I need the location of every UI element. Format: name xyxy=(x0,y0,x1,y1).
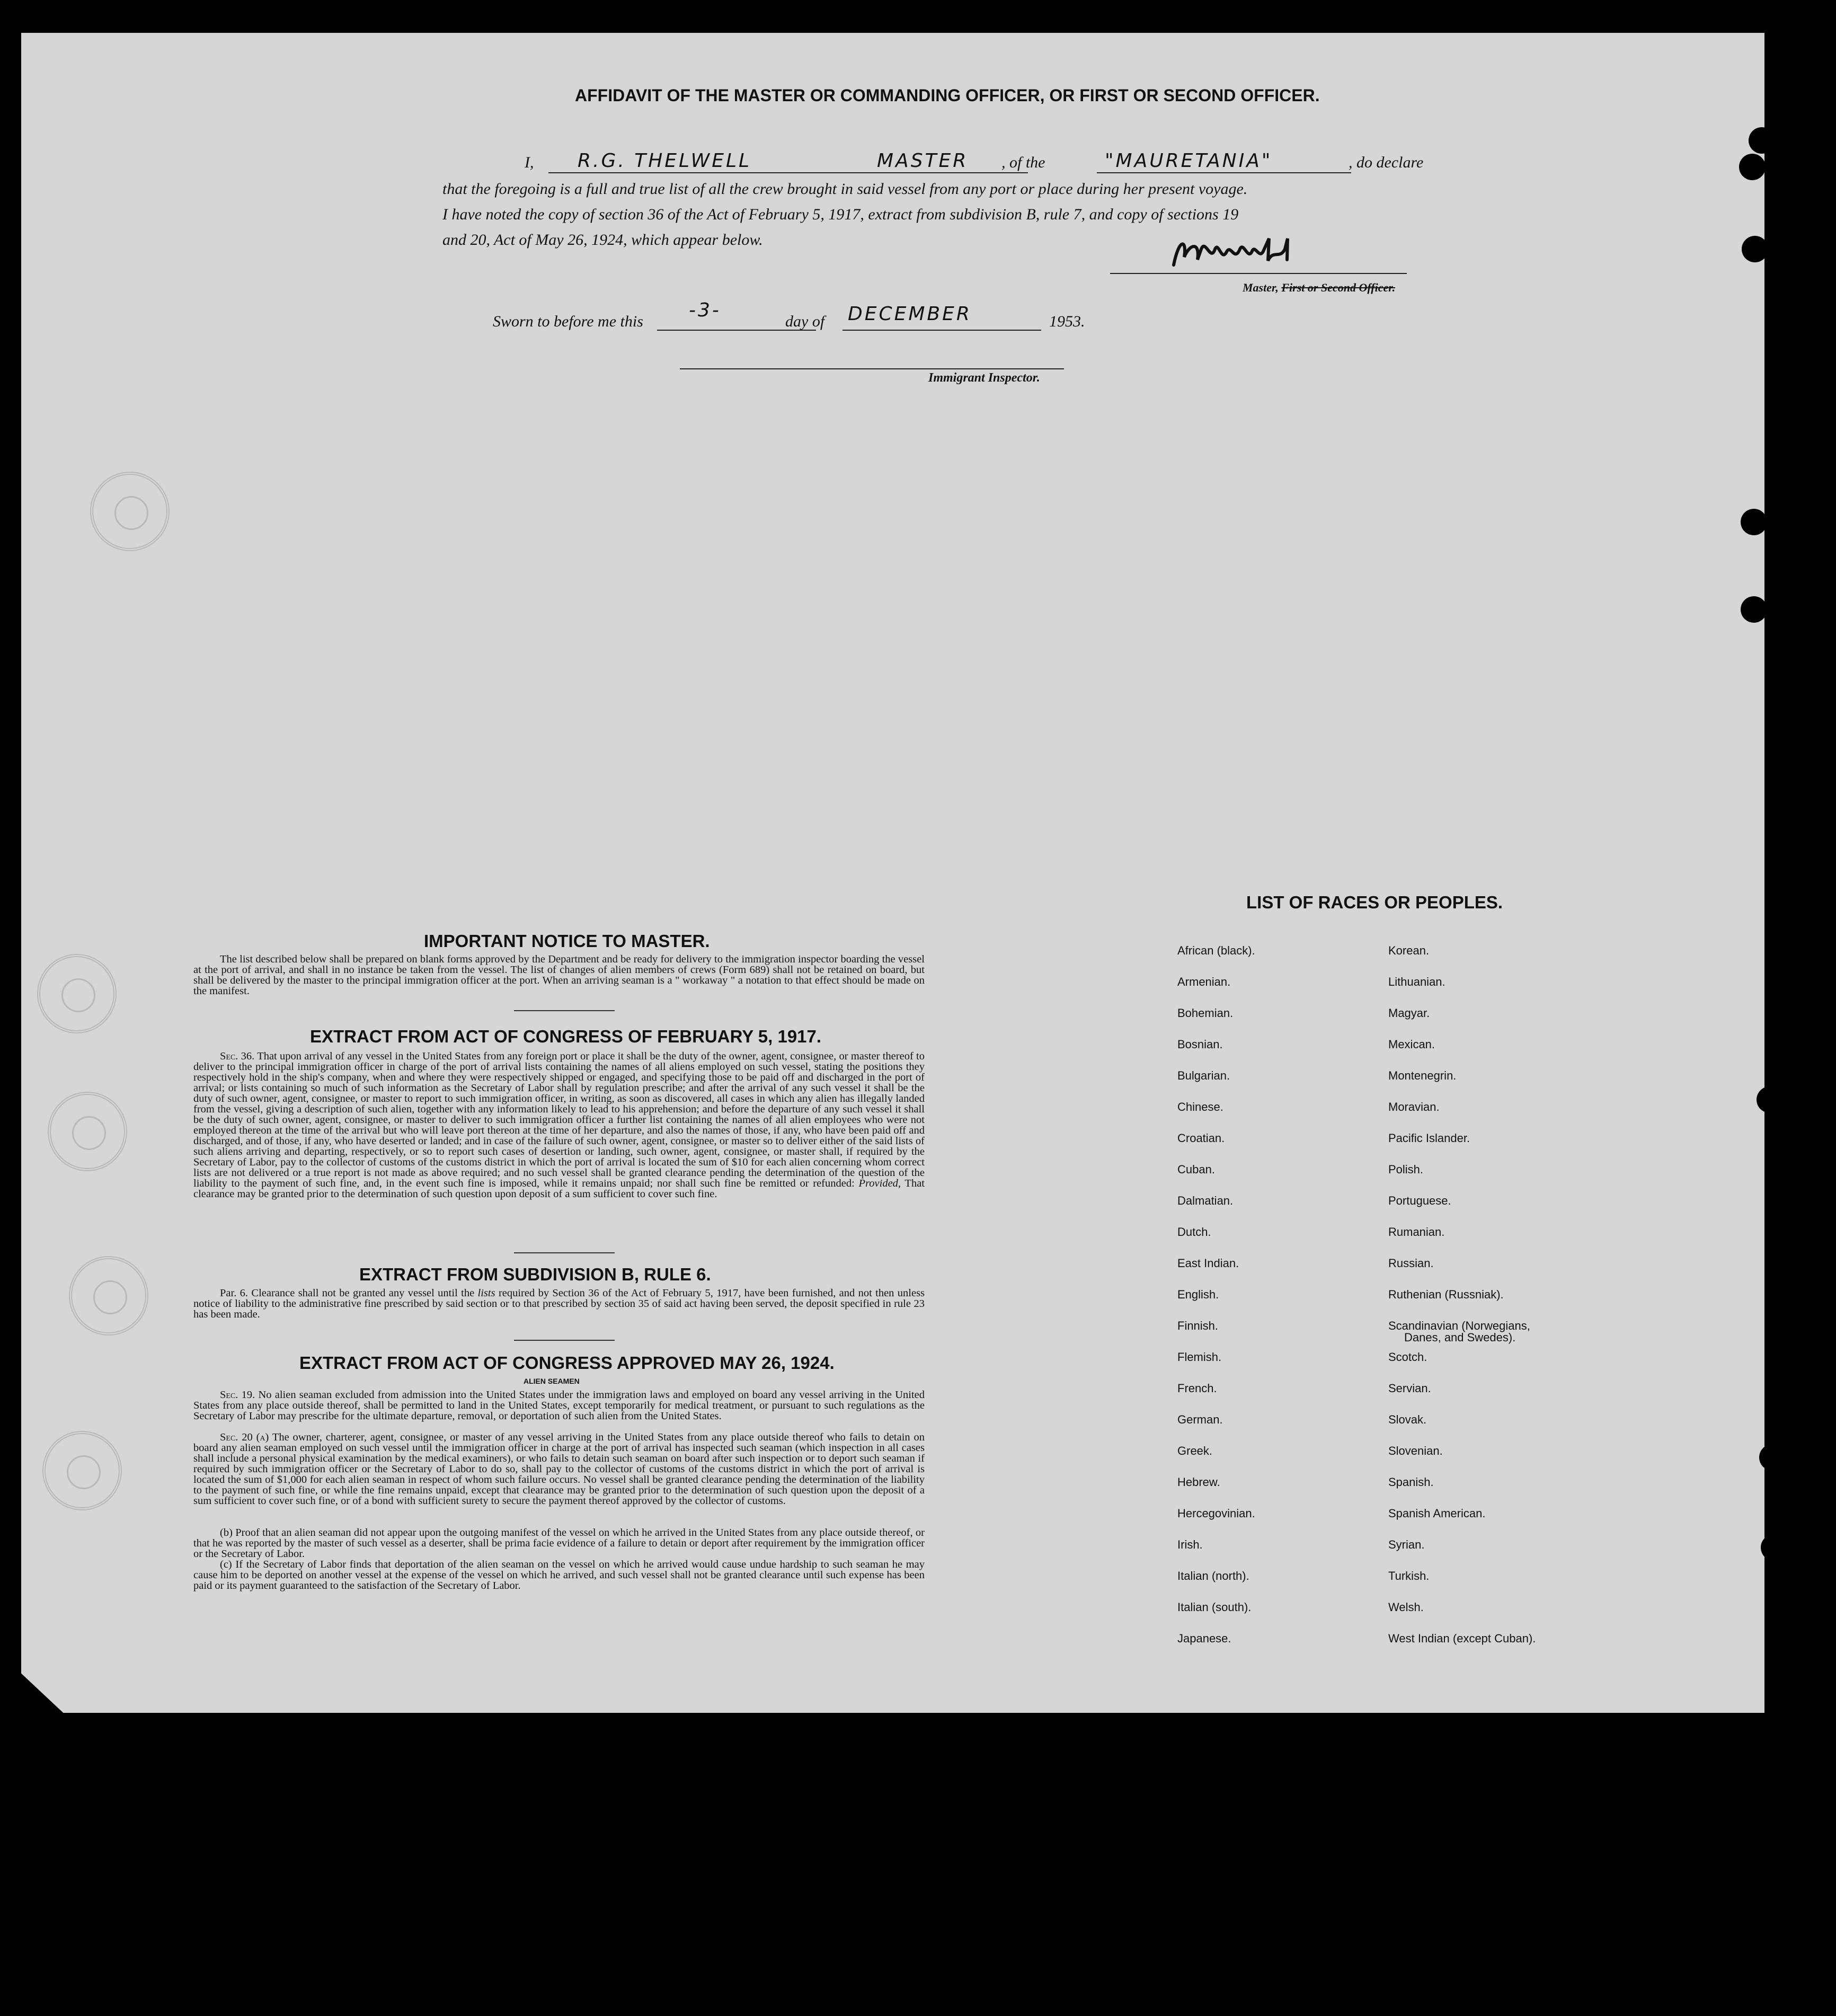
par-text-b: required by Section 36 of the Act of February 5, 1917, have been furnished, and not then unless notice of liability to the administrative fine prescribed by said section or to that prescribed by section 35 of said act having been served, the deposit specified in rule 23 has been made. xyxy=(193,1287,925,1320)
race-item-right: Korean. xyxy=(1388,944,1430,957)
race-item-left: Chinese. xyxy=(1177,1100,1223,1113)
race-item-right: Moravian. xyxy=(1388,1100,1440,1113)
race-item-right: Russian. xyxy=(1388,1257,1434,1270)
race-item-right: Syrian. xyxy=(1388,1538,1425,1551)
race-item-left: English. xyxy=(1177,1288,1219,1301)
sec20a-body xyxy=(193,1432,925,1506)
extract-1917-body xyxy=(193,1051,925,1199)
sec20c-body xyxy=(193,1559,925,1591)
race-item-right: Slovenian. xyxy=(1388,1444,1443,1457)
embossed-seal xyxy=(37,954,117,1033)
master-caption-text: Master, xyxy=(1243,281,1279,294)
sworn-label: Sworn to before me this xyxy=(493,313,643,330)
race-item-right: Montenegrin. xyxy=(1388,1069,1457,1082)
affidavit-i: I, xyxy=(525,154,534,171)
punch-hole xyxy=(1749,127,1775,154)
lists-word: lists xyxy=(477,1287,495,1299)
race-item-right: Pacific Islander. xyxy=(1388,1131,1470,1145)
signature-line xyxy=(1110,273,1407,274)
race-item-left: Dutch. xyxy=(1177,1225,1211,1239)
section-label: Sec. 36. xyxy=(220,1050,255,1062)
section-divider xyxy=(514,1252,615,1253)
name-underline xyxy=(548,172,1028,173)
race-item-left: Flemish. xyxy=(1177,1350,1222,1364)
sec20b-body xyxy=(193,1527,925,1559)
sworn-month: DECEMBER xyxy=(848,303,972,325)
punch-hole xyxy=(1742,236,1768,262)
race-item-right: Lithuanian. xyxy=(1388,975,1445,988)
punch-hole xyxy=(1739,154,1766,180)
race-item-left: German. xyxy=(1177,1413,1223,1426)
affidavit-line: that the foregoing is a full and true list of all the crew brought in said vessel from any port or place during her present voyage. xyxy=(442,180,1248,198)
vessel-name: "MAURETANIA" xyxy=(1105,150,1273,172)
signer-caption xyxy=(1243,281,1395,295)
struck-officer-text: First or Second Officer. xyxy=(1281,281,1396,294)
race-item-right: Welsh. xyxy=(1388,1601,1424,1614)
vessel-underline xyxy=(1097,172,1351,173)
punch-hole xyxy=(1759,1444,1786,1471)
inspector-signature-line xyxy=(680,368,1064,369)
affidavit-line: I have noted the copy of section 36 of the Act of February 5, 1917, extract from subdivision B, rule 7, and copy of sections 19 xyxy=(442,206,1239,223)
sec20c-label: (c) xyxy=(220,1559,232,1570)
race-item-left: Hebrew. xyxy=(1177,1475,1220,1489)
master-signature xyxy=(1168,233,1296,276)
race-item-left: Italian (north). xyxy=(1177,1569,1249,1582)
notice-title: IMPORTANT NOTICE TO MASTER. xyxy=(424,931,710,951)
sworn-month-underline xyxy=(842,330,1041,331)
section-divider xyxy=(514,1010,615,1011)
race-item-right: Scandinavian (Norwegians, xyxy=(1388,1319,1530,1332)
race-item-right: Scotch. xyxy=(1388,1350,1427,1364)
punch-hole xyxy=(1741,596,1767,623)
race-item-right: Portuguese. xyxy=(1388,1194,1451,1207)
race-item-left: Bohemian. xyxy=(1177,1006,1234,1020)
race-item-left: Irish. xyxy=(1177,1538,1203,1551)
race-item-left: Croatian. xyxy=(1177,1131,1225,1145)
race-item-left: Bulgarian. xyxy=(1177,1069,1230,1082)
race-item-left: Japanese. xyxy=(1177,1632,1231,1645)
race-item-right: Spanish. xyxy=(1388,1475,1434,1489)
race-item-right: Spanish American. xyxy=(1388,1507,1486,1520)
alien-seamen-subtitle: ALIEN SEAMEN xyxy=(524,1377,580,1385)
par-text-a: Clearance shall not be granted any vessel until the xyxy=(251,1287,475,1299)
race-item-left: Finnish. xyxy=(1177,1319,1219,1332)
race-item-left: Dalmatian. xyxy=(1177,1194,1234,1207)
master-rank: MASTER xyxy=(877,150,969,172)
extract-1924-title: EXTRACT FROM ACT OF CONGRESS APPROVED MAY 26, 1924. xyxy=(299,1353,835,1373)
race-item-right: Polish. xyxy=(1388,1163,1424,1176)
proviso-word: Provided, xyxy=(858,1178,901,1189)
embossed-seal xyxy=(90,472,170,551)
race-item-right: West Indian (except Cuban). xyxy=(1388,1632,1536,1645)
proviso-text: That clearance may be granted prior to the determination of such question upon deposit of a sum sufficient to cover such fine. xyxy=(193,1178,925,1200)
race-item-left: French. xyxy=(1177,1382,1217,1395)
sec19-body xyxy=(193,1390,925,1421)
race-item-right: Mexican. xyxy=(1388,1038,1435,1051)
races-title: LIST OF RACES OR PEOPLES. xyxy=(1246,892,1503,912)
sec20a-label: Sec. 20 (a) xyxy=(220,1431,269,1443)
of-the-label: , of the xyxy=(1001,154,1045,171)
notice-body: The list described below shall be prepared on blank forms approved by the Department and be ready for delivery to the immigration inspector boarding the vessel at the port of arrival, and shall in no instance be taken from the vessel. The list of changes of alien members of crews (Form 689) shall not be retained on board, but shall be delivered by the master to the principal immigration officer at the port. When an arriving seaman is a " workaway " a notation to that effect should be made on the manifest. xyxy=(193,953,925,997)
affidavit-title: AFFIDAVIT OF THE MASTER OR COMMANDING OFFICER, OR FIRST OR SECOND OFFICER. xyxy=(575,86,1320,105)
race-item-right: Slovak. xyxy=(1388,1413,1427,1426)
embossed-seal xyxy=(48,1092,127,1171)
race-item-left: Cuban. xyxy=(1177,1163,1215,1176)
section-divider xyxy=(514,1340,615,1341)
race-item-left: Greek. xyxy=(1177,1444,1213,1457)
punch-hole xyxy=(1761,1534,1787,1561)
sec20a-text: The owner, charterer, agent, consignee, or master of any vessel arriving in the United States from any place outside thereof who fails to detain on board any alien seaman employed on such vessel until the immigration officer in charge at the port of arrival has inspected such seaman (which inspection in all cases shall include a personal physical examination by the medical examiners), or who fails to detain such seaman on board after such inspection or to deport such seaman if required by such immigration officer or the Secretary of Labor to do so, shall pay to the collector of customs of the customs district in which the port of arrival is located the sum of $1,000 for each alien seaman in respect of whom such failure occurs. No vessel shall be granted clearance pending the determination of the liability to the payment of such fine, or while the fine remains unpaid, except that clearance may be granted prior to the determination of such question upon the deposit of a sum sufficient to cover such fine, or of a bond with sufficient surety to secure the payment thereof approved by the collector of customs. xyxy=(193,1431,925,1507)
race-item-left: East Indian. xyxy=(1177,1257,1239,1270)
embossed-seal xyxy=(42,1431,122,1510)
extract-1917-title: EXTRACT FROM ACT OF CONGRESS OF FEBRUARY 5, 1917. xyxy=(310,1027,822,1046)
sec19-text: No alien seaman excluded from admission into the United States under the immigration laws and employed on board any vessel arriving in the United States from any place outside thereof, shall be permitted to land in the United States, except temporarily for medical treatment, or pursuant to such regulations as the Secretary of Labor may prescribe for the ultimate departure, removal, or deportation of such alien from the United States. xyxy=(193,1389,925,1422)
race-item-right: Turkish. xyxy=(1388,1569,1430,1582)
sec20c-text: If the Secretary of Labor finds that deportation of the alien seaman on the vessel on which he arrived would cause undue hardship to such seaman he may cause him to be deported on another vessel at the expense of the vessel on which he arrived, and such vessel shall not be granted clearance until such expense has been paid or its payment guaranteed to the satisfaction of the Secretary of Labor. xyxy=(193,1559,925,1591)
punch-hole xyxy=(1767,193,1794,220)
sec20b-text: Proof that an alien seaman did not appear upon the outgoing manifest of the vessel on which he arrived in the United States from any place outside thereof, or that he was reported by the master of such vessel as a deserter, shall be prima facie evidence of a failure to detain or deport after requirement by the immigration officer or the Secretary of Labor. xyxy=(193,1527,925,1560)
master-name: R.G. THELWELL xyxy=(578,150,752,172)
race-item-left: Italian (south). xyxy=(1177,1601,1252,1614)
section-text: That upon arrival of any vessel in the United States from any foreign port or place it shall be the duty of the owner, agent, consignee, or master thereof to deliver to the principal immigration officer in charge of the port of arrival lists containing the names of all aliens employed on such vessel, stating the positions they respectively hold in the ship's company, when and where they were respectively shipped or engaged, and specifying those to be paid off and discharged in the port of arrival; or lists containing so much of such information as the Secretary of Labor shall by regulation prescribe; and after the arrival of any such vessel it shall be the duty of such owner, agent, consignee, or master to report to such immigration officer, in writing, as soon as discovered, all cases in which any alien has illegally landed from the vessel, giving a description of such alien, together with any information likely to lead to his apprehension; and before the departure of any such vessel it shall be the duty of such owner, agent, consignee, or master to deliver to such immigration officer a further list containing the names of all alien employees who were not employed thereon at the time of the arrival but who will leave port thereon at the time of her departure, and also the names of those, if any, who have been paid off and discharged, and of those, if any, who have deserted or landed; and in case of the failure of such owner, agent, consignee, or master so to deliver either of the said lists of such aliens arriving and departing, respectively, or so to report such cases of desertion or landing, such owner, agent, consignee, or master shall, if required by the Secretary of Labor, pay to the collector of customs of the customs district in which the port of arrival is located the sum of $10 for each alien concerning whom correct lists are not delivered or a true report is not made as above required; and no such vessel shall be granted clearance pending the determination of the question of the liability to the payment of such fine, and, in the event such fine is imposed, while it remains unpaid; nor shall such fine be remitted or refunded: xyxy=(193,1050,925,1189)
inspector-caption: Immigrant Inspector. xyxy=(928,371,1040,385)
race-item-right: Rumanian. xyxy=(1388,1225,1445,1239)
punch-hole xyxy=(1741,509,1767,535)
sec20b-label: (b) xyxy=(220,1527,233,1538)
sworn-year: 1953. xyxy=(1049,313,1085,330)
race-item-left: African (black). xyxy=(1177,944,1255,957)
sec19-label: Sec. 19. xyxy=(220,1389,255,1401)
race-item-right: Magyar. xyxy=(1388,1006,1430,1020)
race-item-left: Hercegovinian. xyxy=(1177,1507,1255,1520)
race-item-left: Armenian. xyxy=(1177,975,1231,988)
do-declare-label: , do declare xyxy=(1349,154,1424,171)
embossed-seal xyxy=(69,1256,148,1336)
subdivision-title: EXTRACT FROM SUBDIVISION B, RULE 6. xyxy=(359,1265,711,1284)
punch-hole xyxy=(1757,1086,1783,1113)
race-item-continuation: Danes, and Swedes). xyxy=(1404,1331,1516,1344)
subdivision-body xyxy=(193,1288,925,1320)
race-item-right: Ruthenian (Russniak). xyxy=(1388,1288,1504,1301)
affidavit-line: and 20, Act of May 26, 1924, which appear below. xyxy=(442,231,763,249)
sworn-day: -3- xyxy=(689,299,721,321)
race-item-left: Bosnian. xyxy=(1177,1038,1223,1051)
day-of-label: day of xyxy=(785,313,825,330)
race-item-right: Servian. xyxy=(1388,1382,1431,1395)
par-label: Par. 6. xyxy=(220,1287,249,1299)
